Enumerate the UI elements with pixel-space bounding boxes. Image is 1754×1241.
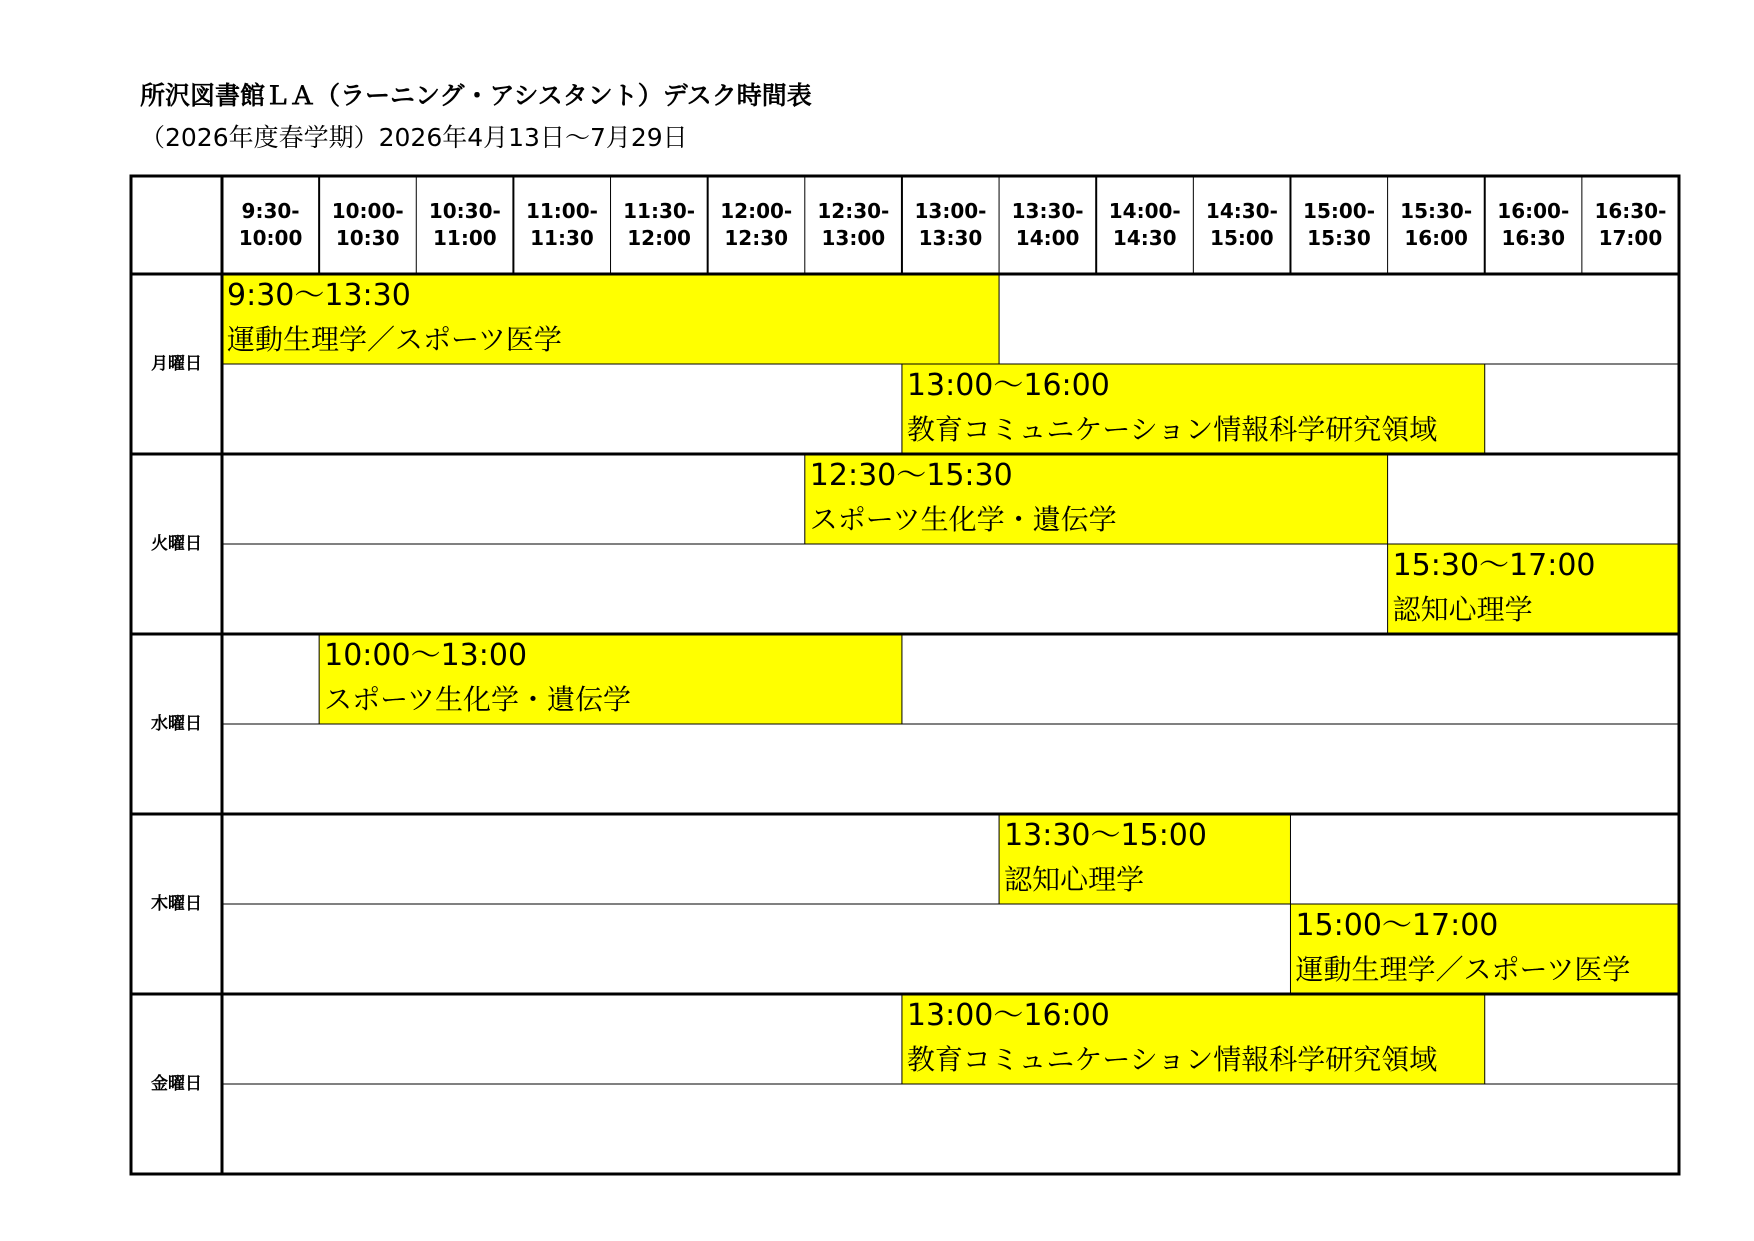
day-label: 木曜日 <box>151 894 202 914</box>
time-slot-start: 15:00- <box>1303 199 1375 223</box>
outer-frame <box>131 176 1679 1174</box>
shift-subject: 運動生理学／スポーツ医学 <box>1295 953 1631 986</box>
time-slot-end: 10:00 <box>238 226 303 250</box>
shift-subject: 運動生理学／スポーツ医学 <box>227 323 562 356</box>
day-label: 水曜日 <box>151 714 202 734</box>
time-slot-start: 14:30- <box>1205 199 1278 223</box>
time-slot-end: 17:00 <box>1598 226 1663 250</box>
time-slot-end: 13:30 <box>918 226 983 250</box>
page-title: 所沢図書館ＬＡ（ラーニング・アシスタント）デスク時間表 <box>140 81 812 110</box>
time-slot-start: 16:30- <box>1594 199 1667 223</box>
time-slot-start: 10:30- <box>428 199 501 223</box>
shift-time: 15:30～17:00 <box>1392 548 1596 583</box>
shift-subject: スポーツ生化学・遺伝学 <box>809 503 1117 536</box>
shift-time: 10:00～13:00 <box>324 638 528 673</box>
shift-time: 9:30～13:30 <box>227 278 411 313</box>
shift-time: 12:30～15:30 <box>809 458 1013 493</box>
time-slot-end: 12:00 <box>627 226 691 250</box>
day-label: 月曜日 <box>151 354 202 374</box>
time-slot-start: 16:00- <box>1497 199 1570 223</box>
shift-time: 13:00～16:00 <box>906 368 1110 403</box>
time-slot-start: 15:30- <box>1400 199 1473 223</box>
shift-subject: 認知心理学 <box>1004 863 1145 896</box>
shift-time: 13:00～16:00 <box>906 998 1110 1033</box>
shift-subject: スポーツ生化学・遺伝学 <box>324 683 632 716</box>
shift-time: 15:00～17:00 <box>1295 908 1499 943</box>
time-slot-end: 10:30 <box>335 226 400 250</box>
time-slot-start: 10:00- <box>331 199 404 223</box>
day-label: 金曜日 <box>151 1074 202 1094</box>
time-slot-end: 14:30 <box>1112 226 1177 250</box>
time-slot-end: 16:00 <box>1404 226 1468 250</box>
time-slot-start: 13:30- <box>1011 199 1084 223</box>
shift-time: 13:30～15:00 <box>1004 818 1207 853</box>
time-slot-end: 16:30 <box>1501 226 1566 250</box>
time-slot-end: 11:30 <box>530 226 594 250</box>
time-slot-start: 11:30- <box>623 199 696 223</box>
time-slot-end: 15:00 <box>1210 226 1274 250</box>
time-slot-end: 14:00 <box>1015 226 1080 250</box>
time-slot-start: 9:30- <box>241 199 300 223</box>
shift-subject: 教育コミュニケーション情報科学研究領域 <box>906 413 1438 446</box>
time-slot-end: 11:00 <box>432 226 497 250</box>
time-slot-start: 13:00- <box>914 199 987 223</box>
shift-subject: 教育コミュニケーション情報科学研究領域 <box>906 1043 1438 1076</box>
time-slot-start: 14:00- <box>1108 199 1181 223</box>
time-slot-end: 15:30 <box>1307 226 1371 250</box>
day-label: 火曜日 <box>151 534 202 554</box>
time-slot-end: 12:30 <box>724 226 789 250</box>
time-slot-end: 13:00 <box>821 226 886 250</box>
time-slot-start: 12:00- <box>720 199 793 223</box>
time-slot-start: 11:00- <box>525 199 598 223</box>
shift-subject: 認知心理学 <box>1392 593 1533 626</box>
time-slot-start: 12:30- <box>817 199 890 223</box>
page-subtitle: （2026年度春学期）2026年4月13日～7月29日 <box>140 123 688 152</box>
